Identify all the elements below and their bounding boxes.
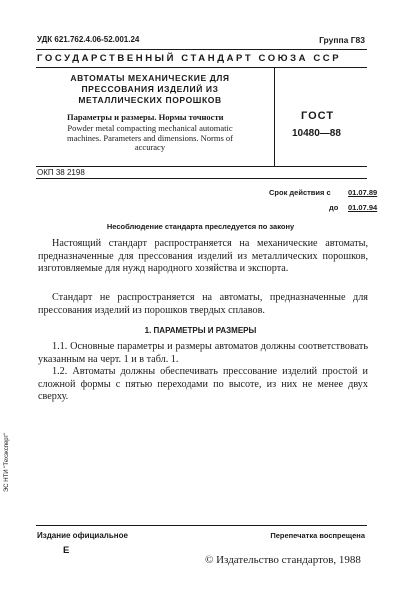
gost-number: 10480—88 [292,128,341,139]
group-code: Группа Г83 [319,35,365,45]
body-paragraph-1-2: 1.2. Автоматы должны обеспечивать прессование изделий простой и сложной формы с пятью переходами по высоте, из них не менее двух сверху. [38,366,368,402]
reprint-notice: Перепечатка воспрещена [270,531,365,540]
footer-divider [36,525,367,526]
standard-authority-heading: ГОСУДАРСТВЕННЫЙ СТАНДАРТ СОЮЗА ССР [37,53,342,64]
title-block-divider [274,67,275,166]
validity-from-date: 01.07.89 [348,188,378,197]
gost-label: ГОСТ [301,110,335,122]
header-divider [36,49,367,50]
validity-to-label: до [329,203,339,212]
body-paragraph-1-1: 1.1. Основные параметры и размеры автоматов должны соответствовать указанным на черт. 1 и в табл. 1. [38,341,368,365]
edition-letter: Е [63,545,70,556]
validity-to-date: 01.07.94 [348,203,378,212]
edition-label: Издание официальное [37,531,128,540]
okp-code: ОКП 38 2198 [37,168,85,177]
section-heading: 1. ПАРАМЕТРЫ И РАЗМЕРЫ [144,326,257,335]
title-block-bottom-rule [36,166,367,167]
validity-label: Срок действия с [269,188,331,197]
title-block-top-rule [36,67,367,68]
body-paragraph-scope: Настоящий стандарт распространяется на механические автоматы, предназначенные для прессования изделий из металлических порошков, изготовляемые для нужд народного хозяйства и экспорта. [38,238,368,274]
body-paragraph-exclusion: Стандарт не распространяется на автоматы, предназначенные для прессования изделий из порошков твердых сплавов. [38,292,368,316]
document-title-en: Powder metal compacting mechanical automatic machines. Parameters and dimensions. Norms of accuracy [67,123,233,152]
document-subtitle-ru: Параметры и размеры. Нормы точности [67,112,224,122]
side-imprint: ЭС НТИ "Техэксперт" [4,432,10,492]
document-title-ru: АВТОМАТЫ МЕХАНИЧЕСКИЕ ДЛЯ ПРЕССОВАНИЯ ИЗДЕЛИЙ ИЗ МЕТАЛЛИЧЕСКИХ ПОРОШКОВ [70,73,230,105]
udk-code: УДК 621.762.4.06-52.001.24 [37,35,140,44]
noncompliance-notice: Несоблюдение стандарта преследуется по закону [106,222,295,231]
copyright-notice: © Издательство стандартов, 1988 [205,554,361,566]
okp-divider [36,178,367,179]
